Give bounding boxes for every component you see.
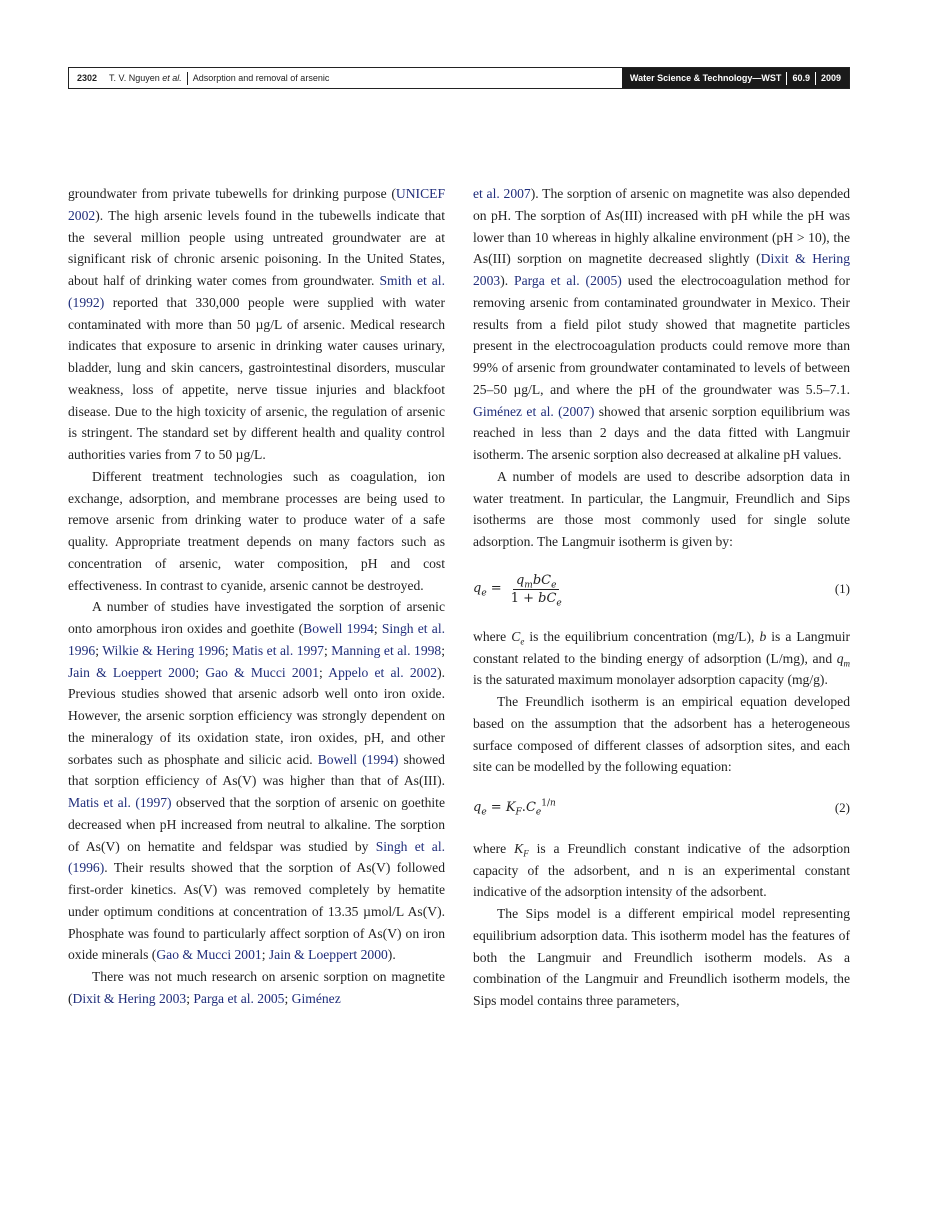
header-left xyxy=(69,68,622,88)
langmuir-equation: $q_e$ = $\frac{q_mbC_e}{1 + bC_e}$ xyxy=(473,572,562,609)
citation-link[interactable]: Dixit & Hering 2003 xyxy=(473,251,850,288)
header-divider xyxy=(786,72,787,85)
citation-link[interactable]: Jain & Loeppert 2000 xyxy=(268,947,388,963)
citation-link[interactable]: Gao & Mucci 2001 xyxy=(156,947,262,963)
citation-link[interactable]: Singh et al. 1996 xyxy=(68,621,445,658)
right-paragraph-1: et al. 2007). The sorption of arsenic on magnetite was also depended on pH. The sorption of As(III) increased with pH while the pH was lower than 10 whereas in highly alkaline environment (pH > 10), the As(III) sorption on magnetite decreased slightly (Dixit & Hering 2003). Parga et al. (2005) used the electrocoagulation method for removing arsenic from contaminated groundwater in Mexico. Their results from a field pilot study showed that magnetite particles present in the electrocoagulation products could remove more than 99% of arsenic from groundwater contaminated to levels of between 25–50 µg/L, and where the pH of the groundwater was 5.5–7.1. Giménez et al. (2007) showed that arsenic sorption equilibrium was reached in less than 2 days and the data fitted with Langmuir isotherm. The arsenic sorption also decreased at alkaline pH values. xyxy=(473,186,850,462)
citation-link[interactable]: Bowell 1994 xyxy=(303,621,374,636)
citation-link[interactable]: Singh et al. (1996) xyxy=(68,838,445,876)
left-paragraph-4: There was not much research on arsenic sorption on magnetite (Dixit & Hering 2003; Parga et al. 2005; Giménez xyxy=(68,969,445,1006)
right-paragraph-5: where $K_F$ is a Freundlich constant indicative of the adsorption capacity of the adsorbent, and n is an experimental constant indicative of the adsorption intensity of the adsorbent. xyxy=(473,840,851,900)
citation-link[interactable]: Parga et al. (2005) xyxy=(514,273,622,288)
header-divider xyxy=(815,72,816,85)
citation-link[interactable]: Matis et al. 1997 xyxy=(232,642,324,658)
citation-link[interactable]: Matis et al. (1997) xyxy=(68,795,172,810)
citation-link[interactable]: Gao & Mucci 2001 xyxy=(205,664,320,680)
equation-1 xyxy=(473,572,850,607)
citation-link[interactable]: Parga et al. 2005 xyxy=(193,990,285,1006)
header-authors: T. V. Nguyen et al. xyxy=(109,73,182,83)
right-paragraph-6: The Sips model is a different empirical model representing equilibrium adsorption data. This isotherm model has the features of both the Langmuir and Freundlich isotherm models. As a combination of the Langmuir and Freundlich isotherm models, the Sips model contains three parameters, xyxy=(473,906,850,1008)
right-paragraph-4: The Freundlich isotherm is an empirical equation developed based on the assumption that the adsorbent has a heterogeneous surface composed of different classes of adsorption sites, and each site can be modelled by the following equation: xyxy=(473,694,850,775)
right-paragraph-3: where $C_e$ is the equilibrium concentration (mg/L), b is a Langmuir constant related to the binding energy of adsorption (L/mg), and $q_m$ is the saturated maximum monolayer adsorption capacity (mg/g). xyxy=(473,628,851,688)
freundlich-equation: $q_e = K_F.C_e^{1/n}$ xyxy=(473,798,556,818)
header-article-title: Adsorption and removal of arsenic xyxy=(192,73,330,83)
right-column xyxy=(473,183,850,1012)
header-journal-block xyxy=(622,68,849,88)
citation-link[interactable]: Jain & Loeppert 2000 xyxy=(68,664,196,680)
citation-link[interactable]: Bowell (1994) xyxy=(317,751,399,767)
citation-link[interactable]: Manning et al. 1998 xyxy=(331,642,442,658)
left-paragraph-3: A number of studies have investigated the sorption of arsenic onto amorphous iron oxides and goethite (Bowell 1994; Singh et al. 1996; Wilkie & Hering 1996; Matis et al. 1997; Manning et al. 1998; Jain & Loeppert 2000; Gao & Mucci 2001; Appelo et al. 2002). Previous studies showed that arsenic adsorb well onto iron oxide. However, the arsenic sorption efficiency was strongly dependent on the mineralogy of its oxidation state, iron oxides, pH, and other sorbates such as phosphate and silicic acid. Bowell (1994) showed that sorption efficiency of As(V) was higher than that of As(III). Matis et al. (1997) observed that the sorption of arsenic on goethite decreased when pH increased from neutral to alkaline. The sorption of As(V) on hematite and feldspar was studied by Singh et al. (1996). Their results showed that the sorption of As(V) followed first-order kinetics. As(V) was removed completely by hematite under optimum conditions at concentration of 13.35 µmol/L As(V). Phosphate was found to particularly affect sorption of As(V) on iron oxide minerals (Gao & Mucci 2001; Jain & Loeppert 2000). xyxy=(68,599,445,963)
citation-link[interactable]: et al. 2007 xyxy=(473,186,531,201)
running-header xyxy=(68,67,850,89)
equation-number: (1) xyxy=(834,581,850,597)
header-divider xyxy=(187,72,188,85)
journal-volume: 60.9 xyxy=(792,73,810,83)
journal-year: 2009 xyxy=(820,73,841,83)
citation-link[interactable]: Giménez et al. (2007) xyxy=(473,403,595,419)
page-number: 2302 xyxy=(77,73,98,83)
journal-name: Water Science & Technology—WST xyxy=(629,73,782,83)
left-column xyxy=(68,183,445,1010)
citation-link[interactable]: Appelo et al. 2002 xyxy=(328,664,438,680)
left-paragraph-1: groundwater from private tubewells for drinking purpose (UNICEF 2002). The high arsenic levels found in the tubewells indicate that the several million people using untreated groundwater are at significant risk of chronic arsenic poisoning. In the United States, about half of drinking water comes from groundwater. Smith et al. (1992) reported that 330,000 people were supplied with water contaminated with more than 50 µg/L of arsenic. Medical research indicates that exposure to arsenic in drinking water causes urinary, bladder, lung and skin cancers, gastrointestinal disorders, muscular weakness, loss of appetite, nerve tissue injuries and blackfoot disease. Due to the high toxicity of arsenic, the regulation of arsenic is stringent. The standard set by different health and quality control authorities varies from 7 to 50 µg/L. xyxy=(68,186,445,462)
citation-link[interactable]: Dixit & Hering 2003 xyxy=(72,990,187,1006)
citation-link[interactable]: Wilkie & Hering 1996 xyxy=(102,642,225,658)
citation-link[interactable]: Smith et al. (1992) xyxy=(68,273,445,310)
right-paragraph-2: A number of models are used to describe adsorption data in water treatment. In particular, the Langmuir, Freundlich and Sips isotherms are those most commonly used for single solute adsorption. The Langmuir isotherm is given by: xyxy=(473,468,850,549)
citation-link[interactable]: Giménez xyxy=(291,990,341,1006)
equation-2 xyxy=(473,797,850,819)
left-paragraph-2: Different treatment technologies such as coagulation, ion exchange, adsorption, and membrane processes are being used to remove arsenic from drinking water to produce water of a safe quality. Appropriate treatment depends on many factors such as concentration of arsenic, water composition, pH and cost effectiveness. In contrast to cyanide, arsenic cannot be destroyed. xyxy=(68,468,445,593)
citation-link[interactable]: UNICEF 2002 xyxy=(68,186,445,223)
equation-number: (2) xyxy=(834,800,850,815)
